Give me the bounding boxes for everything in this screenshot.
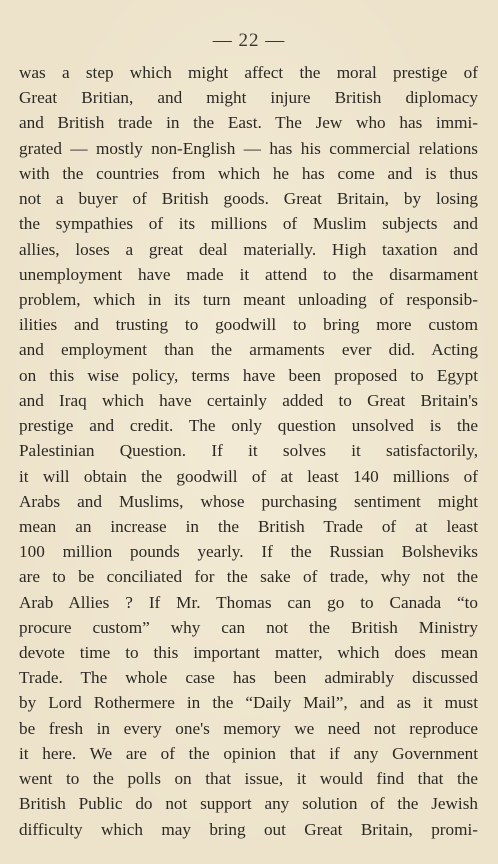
- page-number: — 22 —: [212, 30, 286, 51]
- text-line: ilities and trusting to goodwill to bring more custom: [19, 315, 478, 335]
- text-line: problem, which in its turn meant unloading of responsib-: [19, 289, 478, 309]
- text-line: went to the polls on that issue, it would find that the: [19, 769, 478, 789]
- text-line: prestige and credit. The only question unsolved is the: [19, 416, 478, 436]
- text-line: devote time to this important matter, which does mean: [19, 643, 478, 663]
- text-line: Arab Allies ? If Mr. Thomas can go to Canada “to: [19, 592, 478, 612]
- text-line: on this wise policy, terms have been proposed to Egypt: [19, 365, 478, 385]
- text-line: with the countries from which he has come and is thus: [19, 163, 478, 183]
- text-line: the sympathies of its millions of Muslim subjects and: [19, 214, 478, 234]
- text-line: unemployment have made it attend to the disarmament: [19, 264, 478, 284]
- text-line: procure custom” why can not the British Ministry: [19, 617, 478, 637]
- text-line: not a buyer of British goods. Great Britain, by losing: [19, 189, 478, 209]
- text-line: Trade. The whole case has been admirably discussed: [19, 668, 478, 688]
- text-line: mean an increase in the British Trade of at least: [19, 516, 478, 536]
- text-line: it will obtain the goodwill of at least 140 millions of: [19, 466, 478, 486]
- text-line: and employment than the armaments ever did. Acting: [19, 340, 478, 360]
- text-line: difficulty which may bring out Great Britain, promi-: [19, 819, 478, 839]
- text-line: Great Britian, and might injure British diplomacy: [19, 88, 478, 108]
- text-line: was a step which might affect the moral prestige of: [19, 63, 478, 82]
- text-line: 100 million pounds yearly. If the Russian Bolsheviks: [19, 542, 478, 562]
- body-text: [19, 60, 478, 842]
- text-line: British Public do not support any solution of the Jewish: [19, 794, 478, 814]
- text-line: grated — mostly non-English — has his commercial relations: [19, 138, 478, 158]
- text-line: and Iraq which have certainly added to Great Britain's: [19, 390, 478, 410]
- text-line: Arabs and Muslims, whose purchasing sentiment might: [19, 491, 478, 511]
- text-line: allies, loses a great deal materially. High taxation and: [19, 239, 478, 259]
- text-line: be fresh in every one's memory we need not reproduce: [19, 718, 478, 738]
- text-line: and British trade in the East. The Jew who has immi-: [19, 113, 478, 133]
- text-line: are to be conciliated for the sake of trade, why not the: [19, 567, 478, 587]
- text-line: it here. We are of the opinion that if any Government: [19, 743, 478, 763]
- text-line: by Lord Rothermere in the “Daily Mail”, and as it must: [19, 693, 478, 713]
- text-line: Palestinian Question. If it solves it satisfactorily,: [19, 441, 478, 461]
